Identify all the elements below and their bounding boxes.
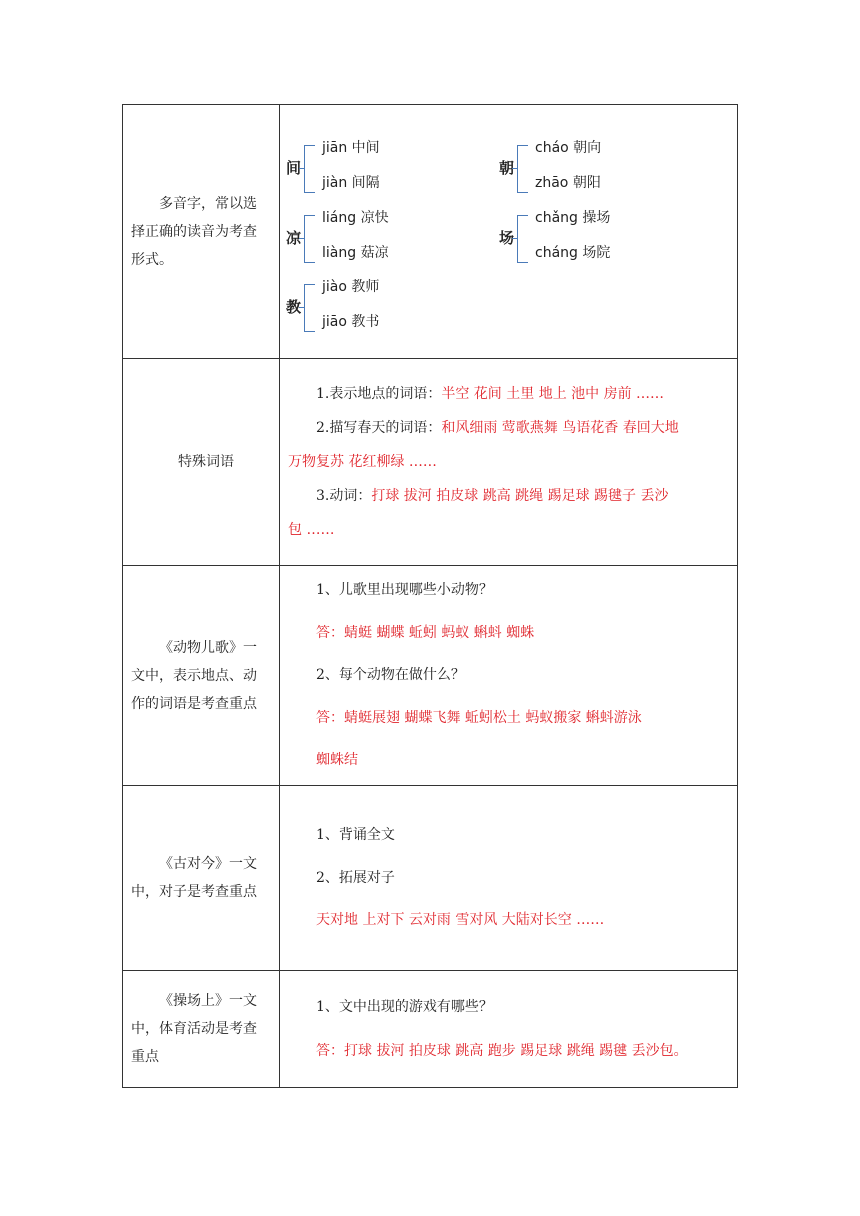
topic-text: 《动物儿歌》一文中，表示地点、动作的词语是考查重点 [131, 639, 257, 712]
list-item [288, 479, 731, 513]
topic-cell [123, 566, 280, 786]
question: 2、每个动物在做什么？ [316, 667, 465, 684]
reading-1: chǎng 操场 [535, 210, 611, 226]
brace-icon [517, 145, 528, 193]
polyphone-char: 教 [286, 298, 302, 316]
polyphone-groups [280, 105, 737, 358]
question: 1、儿歌里出现哪些小动物？ [316, 582, 493, 599]
topic-text: 《操场上》一文中，体育活动是考查重点 [131, 993, 257, 1065]
reading-1: jiān 中间 [322, 140, 380, 156]
answer: 答：蜻蜓 蝴蝶 蚯蚓 蚂蚁 蝌蚪 蜘蛛 [316, 624, 535, 641]
item-words: 打球 拔河 拍皮球 跳高 跳绳 踢足球 踢毽子 丢沙 [371, 488, 669, 504]
item-words: 包 …… [288, 522, 335, 538]
table-row [123, 786, 738, 971]
polyphone-char: 朝 [499, 159, 515, 177]
polyphone-group [499, 207, 699, 269]
review-table [122, 104, 738, 1088]
topic-cell [123, 359, 280, 566]
content-cell [280, 105, 738, 359]
reading-2: liàng 菇凉 [322, 245, 389, 261]
list-item [288, 411, 731, 445]
table-row [123, 105, 738, 359]
polyphone-group [286, 207, 486, 269]
list-item-continued [288, 445, 731, 479]
list-item-continued [288, 513, 731, 547]
brace-icon [517, 215, 528, 263]
content-cell [280, 971, 738, 1088]
item-label: 2.描写春天的词语： [316, 420, 442, 436]
table-row [123, 566, 738, 786]
polyphone-char: 凉 [286, 229, 302, 247]
answer-continued: 蜘蛛结 [316, 752, 358, 769]
topic-cell [123, 971, 280, 1088]
polyphone-group [286, 137, 486, 199]
item-words: 万物复苏 花红柳绿 …… [288, 454, 437, 470]
polyphone-group [499, 137, 699, 199]
polyphone-char: 间 [286, 159, 302, 177]
word-list [280, 377, 737, 547]
polyphone-group [286, 276, 486, 338]
item-label: 1.表示地点的词语： [316, 386, 442, 402]
reading-1: cháo 朝向 [535, 140, 602, 156]
table-row [123, 971, 738, 1088]
brace-icon [304, 145, 315, 193]
item-words: 半空 花间 土里 地上 池中 房前 …… [441, 386, 665, 402]
topic-text: 特殊词语 [178, 454, 234, 470]
topic-text: 《古对今》一文中，对子是考查重点 [131, 856, 257, 900]
content-cell [280, 359, 738, 566]
reading-2: jiāo 教书 [322, 314, 380, 330]
answer: 天对地 上对下 云对雨 雪对风 大陆对长空 …… [316, 912, 605, 929]
content-cell [280, 566, 738, 786]
qa-block [280, 814, 737, 942]
item-label: 3.动词： [316, 488, 372, 504]
topic-text: 多音字，常以选择正确的读音为考查形式。 [131, 195, 257, 268]
question: 1、文中出现的游戏有哪些？ [316, 999, 493, 1015]
answer: 答：蜻蜓展翅 蝴蝶飞舞 蚯蚓松土 蚂蚁搬家 蝌蚪游泳 [316, 709, 642, 726]
brace-icon [304, 215, 315, 263]
reading-1: liáng 凉快 [322, 210, 389, 226]
reading-2: zhāo 朝阳 [535, 175, 601, 191]
list-item [288, 377, 731, 411]
table-row [123, 359, 738, 566]
qa-block [280, 985, 737, 1073]
topic-cell [123, 786, 280, 971]
reading-2: jiàn 间隔 [322, 175, 380, 191]
polyphone-char: 场 [499, 229, 515, 247]
brace-icon [304, 284, 315, 332]
question: 2、拓展对子 [316, 869, 395, 886]
qa-block [280, 569, 737, 782]
answer: 答：打球 拔河 拍皮球 跳高 跑步 踢足球 跳绳 踢毽 丢沙包。 [316, 1043, 688, 1059]
topic-cell [123, 105, 280, 359]
reading-2: cháng 场院 [535, 245, 611, 261]
question: 1、背诵全文 [316, 827, 395, 844]
item-words: 和风细雨 莺歌燕舞 鸟语花香 春回大地 [441, 420, 679, 436]
content-cell [280, 786, 738, 971]
reading-1: jiào 教师 [322, 279, 380, 295]
